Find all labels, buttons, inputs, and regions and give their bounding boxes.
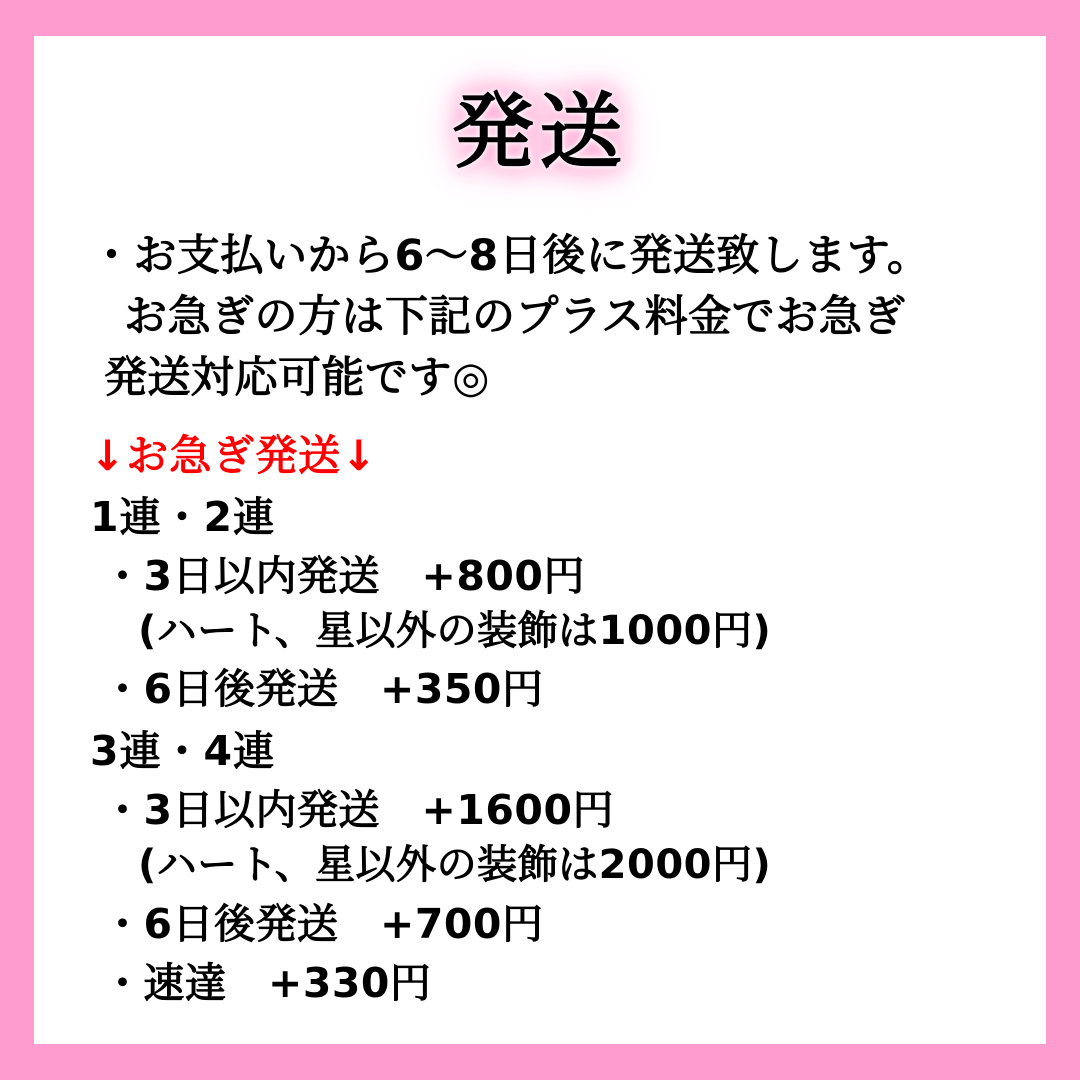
price-group-2 (90, 724, 1006, 1012)
content-body (90, 226, 1006, 1012)
price-item (102, 783, 1006, 892)
price-item (102, 956, 1006, 1012)
price-item-note: (ハート、星以外の装飾は2000円) (138, 842, 772, 889)
page-title: 発送 (451, 85, 628, 180)
price-item (102, 549, 1006, 658)
title-area (34, 85, 1046, 180)
intro-paragraph (90, 226, 1006, 409)
intro-line-1: ・お支払いから6〜8日後に発送致します。 (90, 231, 931, 281)
price-item-label: ・3日以内発送 +1600円 (102, 786, 614, 835)
rush-shipping-heading: ↓お急ぎ発送↓ (90, 431, 378, 481)
price-group-2-title: 3連・4連 (90, 726, 276, 775)
price-item (102, 662, 1006, 718)
poster-card (34, 36, 1046, 1044)
price-item-label: ・3日以内発送 +800円 (102, 551, 585, 600)
intro-line-2: お急ぎの方は下記のプラス料金でお急ぎ (124, 292, 906, 343)
price-item-label: ・6日後発送 +700円 (102, 899, 544, 948)
price-group-1 (90, 490, 1006, 718)
price-item-label: ・速達 +330円 (102, 959, 432, 1008)
price-item-note: (ハート、星以外の装飾は1000円) (138, 607, 772, 654)
price-item (102, 897, 1006, 953)
price-group-1-title: 1連・2連 (90, 492, 276, 541)
intro-line-3: 発送対応可能です◎ (104, 353, 491, 404)
price-item-label: ・6日後発送 +350円 (102, 665, 544, 714)
